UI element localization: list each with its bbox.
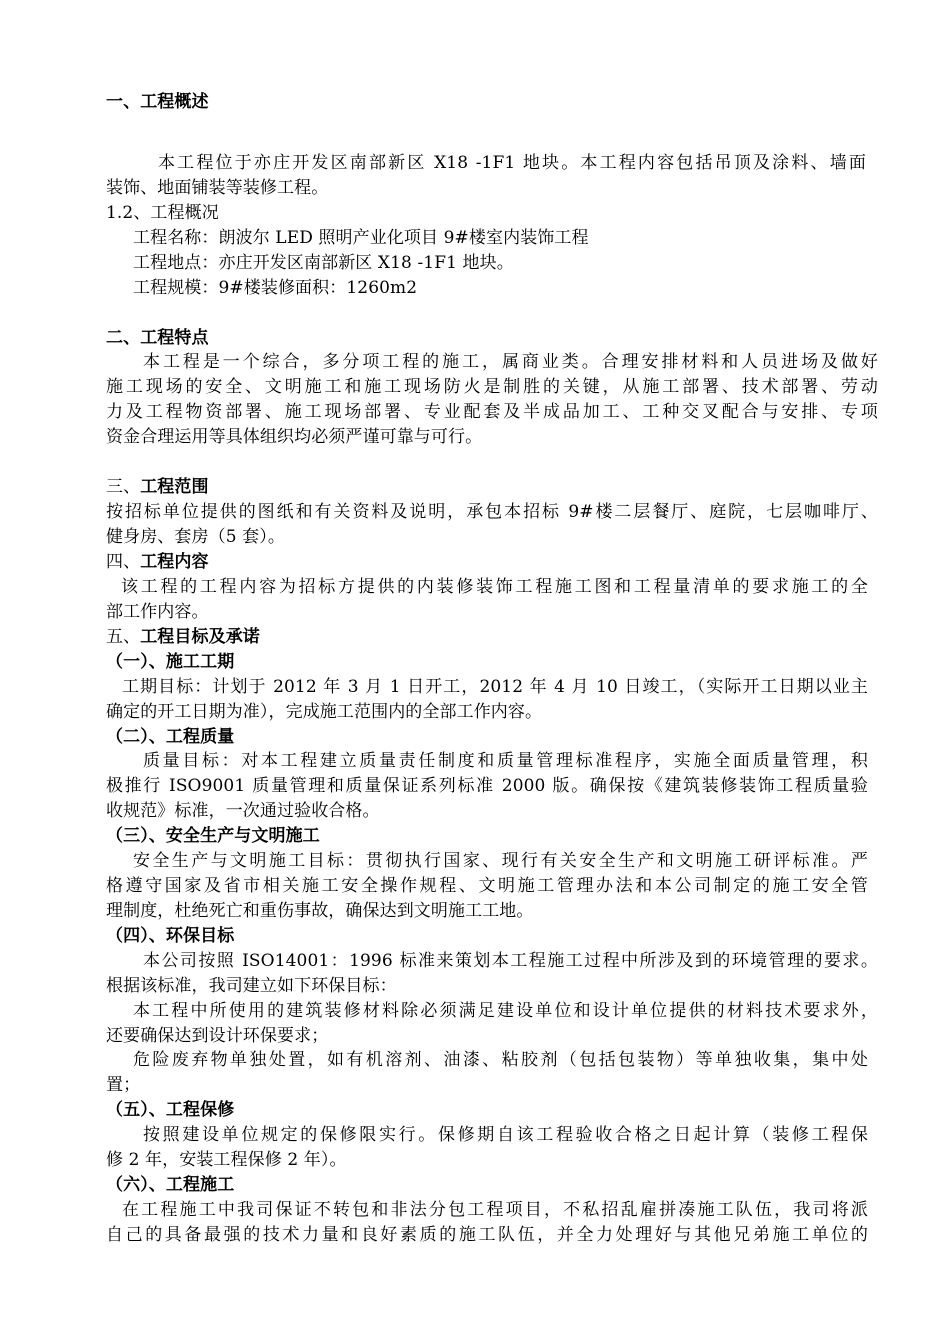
features-line1: 本工程是一个综合，多分项工程的施工，属商业类。合理安排材料和人员进场及做好 [143,352,878,372]
environment-line2: 根据该标准，我司建立如下环保目标： [106,976,397,996]
section-warranty-title: （五）、工程保修 [106,1100,235,1120]
schedule-line2: 确定的开工日期为准），完成施工范围内的全部工作内容。 [106,702,543,722]
scope-line1: 按招标单位提供的图纸和有关资料及说明，承包本招标 9#楼二层餐厅、庭院，七层咖啡厅、 [106,502,878,522]
section-safety-title: （三）、安全生产与文明施工 [106,826,320,846]
overview-paragraph-line1: 本工程位于亦庄开发区南部新区 X18 -1F1 地块。本工程内容包括吊顶及涂料、墙面 [158,153,866,173]
section-environment-title: （四）、环保目标 [106,926,235,946]
quality-line2: 极推行 ISO9001 质量管理和质量保证系列标准 2000 版。确保按《建筑装修装饰工程质量验 [106,776,868,796]
warranty-line1: 按照建设单位规定的保修限实行。保修期自该工程验收合格之日起计算（装修工程保 [143,1125,868,1145]
heading-content-title: 工程内容 [140,552,209,572]
heading-features: 二、工程特点 [106,328,209,348]
heading-scope [106,475,209,499]
section-quality-title: （二）、工程质量 [106,727,235,747]
heading-content-prefix: 四、 [106,552,141,572]
schedule-line1: 工期目标：计划于 2012 年 3 月 1 日开工，2012 年 4 月 10 日竣工，（实际开工日期以业主 [122,677,868,697]
environment-line5: 危险废弃物单独处置，如有机溶剂、油漆、粘胶剂（包括包装物）等单独收集，集中处 [133,1050,868,1070]
overview-paragraph-line2: 装饰、地面铺装等装修工程。 [106,178,329,198]
heading-overview: 一、工程概述 [106,92,209,112]
quality-line3: 收规范》标准，一次通过验收合格。 [106,801,380,821]
features-line4: 资金合理运用等具体组织均必须严谨可靠与可行。 [106,427,483,447]
environment-line1: 本公司按照 ISO14001：1996 标准来策划本工程施工过程中所涉及到的环境管理的要求。 [143,951,878,971]
subheading-1-2: 1.2、工程概况 [106,203,219,223]
safety-line1: 安全生产与文明施工目标：贯彻执行国家、现行有关安全生产和文明施工研评标准。严 [133,851,868,871]
environment-line6: 置； [106,1075,141,1095]
safety-line3: 理制度，杜绝死亡和重伤事故，确保达到文明施工工地。 [106,901,534,921]
project-site-line: 工程地点：亦庄开发区南部新区 X18 -1F1 地块。 [133,253,514,273]
heading-goals-title: 工程目标及承诺 [140,627,260,647]
scope-line2: 健身房、套房（5 套）。 [106,527,285,547]
section-schedule-title: （一）、施工工期 [106,652,235,672]
heading-goals-prefix: 五、 [106,627,141,647]
heading-scope-title: 工程范围 [140,477,209,497]
construction-line1: 在工程施工中我司保证不转包和非法分包工程项目，不私招乱雇拼凑施工队伍，我司将派 [122,1200,868,1220]
safety-line2: 格遵守国家及省市相关施工安全操作规程、文明施工管理办法和本公司制定的施工安全管 [106,876,868,896]
warranty-line2: 修 2 年，安装工程保修 2 年）。 [106,1150,347,1170]
features-line3: 力及工程物资部署、施工现场部署、专业配套及半成品加工、工种交叉配合与安排、专项 [106,402,878,422]
section-construction-title: （六）、工程施工 [106,1175,235,1195]
heading-scope-prefix: 三、 [106,477,141,497]
features-line2: 施工现场的安全、文明施工和施工现场防火是制胜的关键，从施工部署、技术部署、劳动 [106,377,878,397]
heading-content [106,550,209,574]
content-line1: 该工程的工程内容为招标方提供的内装修装饰工程施工图和工程量清单的要求施工的全 [121,577,868,597]
environment-line3: 本工程中所使用的建筑装修材料除必须满足建设单位和设计单位提供的材料技术要求外， [133,1001,878,1021]
construction-line2: 自己的具备最强的技术力量和良好素质的施工队伍，并全力处理好与其他兄弟施工单位的 [106,1225,868,1245]
content-line2: 部工作内容。 [106,602,209,622]
environment-line4: 还要确保达到设计环保要求； [106,1026,329,1046]
quality-line1: 质量目标：对本工程建立质量责任制度和质量管理标准程序，实施全面质量管理，积 [143,751,868,771]
project-scale-line: 工程规模：9#楼装修面积：1260m2 [133,278,418,298]
project-name-line: 工程名称：朗波尔 LED 照明产业化项目 9#楼室内装饰工程 [133,228,589,248]
heading-goals [106,625,260,649]
